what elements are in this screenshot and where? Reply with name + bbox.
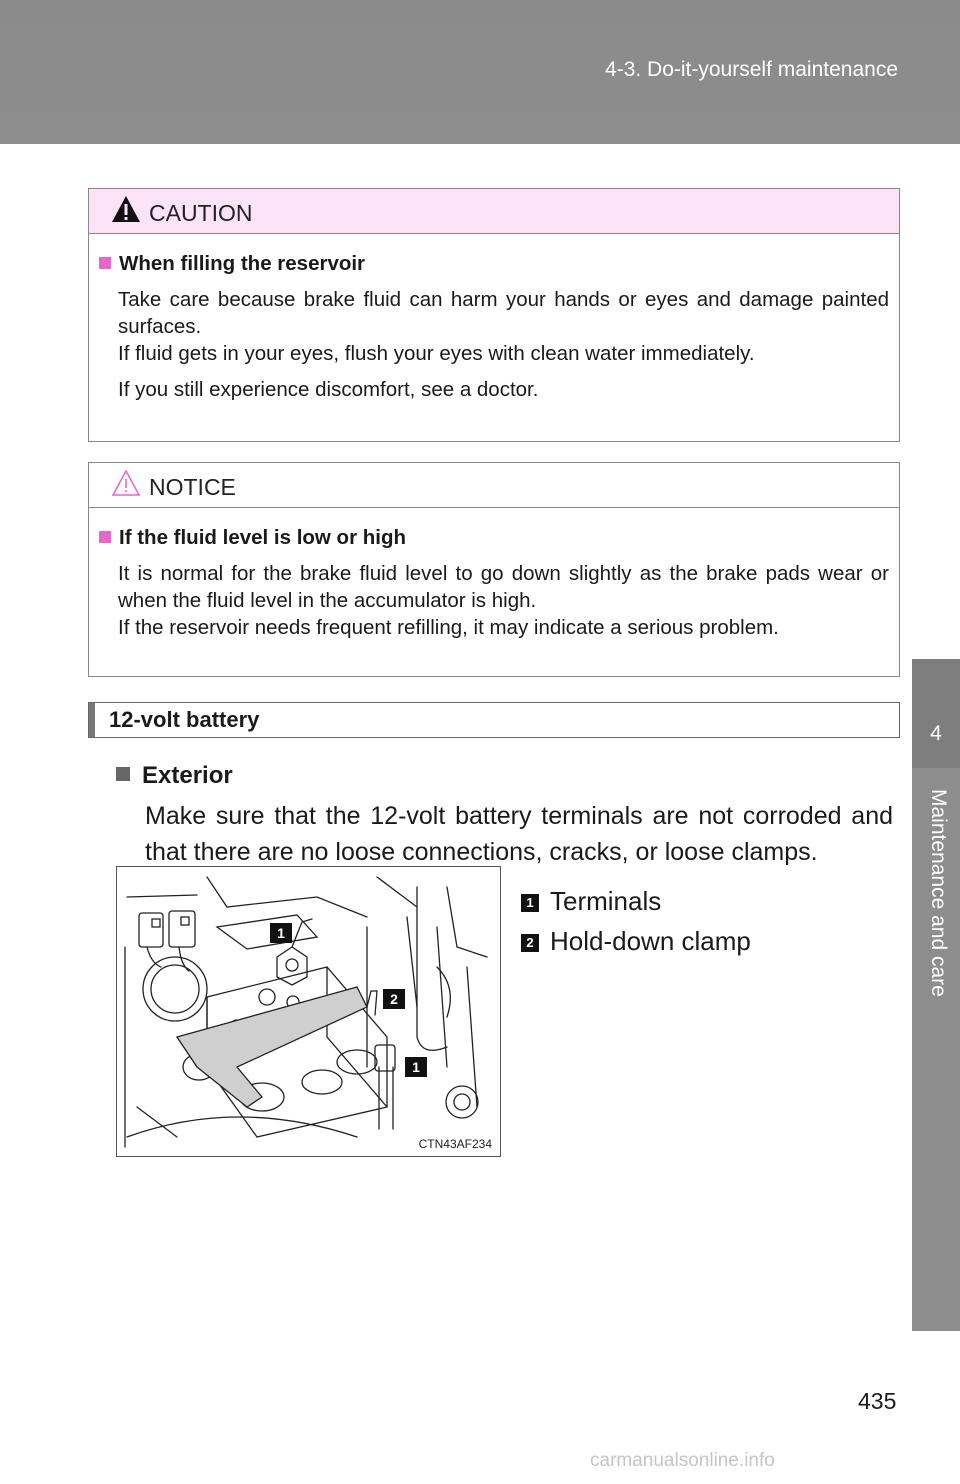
callout-number-icon: 2: [521, 934, 539, 952]
notice-para-1: It is normal for the brake fluid level to go down slightly as the brake pads wear or when the fluid level in the accumulator is high.: [118, 562, 889, 612]
chapter-label: Maintenance and care: [927, 789, 950, 997]
warning-icon: [111, 195, 141, 223]
notice-subheading: If the fluid level is low or high: [99, 524, 889, 551]
page-header: [0, 0, 960, 144]
figure-code: CTN43AF234: [418, 1137, 492, 1151]
caution-box: [88, 188, 900, 442]
caution-header: [89, 189, 899, 234]
exterior-heading: Exterior: [116, 762, 233, 790]
notice-para-2: If the reservoir needs frequent refilling, it may indicate a serious problem.: [118, 616, 779, 639]
notice-icon: [111, 469, 141, 497]
chapter-tab: [912, 659, 960, 1331]
bullet-square-icon: [99, 531, 111, 543]
figure-marker-1b: 1: [412, 1059, 420, 1075]
notice-box: [88, 462, 900, 677]
section-heading: 12-volt battery: [109, 707, 260, 732]
caution-title: CAUTION: [149, 200, 253, 226]
caution-para-1: Take care because brake fluid can harm your hands or eyes and damage painted surfaces.: [118, 288, 889, 338]
section-title: 4-3. Do-it-yourself maintenance: [605, 58, 898, 81]
caution-para-2: If fluid gets in your eyes, flush your eyes with clean water immediately.: [118, 342, 755, 365]
exterior-text: Make sure that the 12-volt battery terminals are not corroded and that there are no loose connections, cracks, or loose clamps.: [145, 802, 893, 866]
battery-illustration: [116, 866, 501, 1157]
callout-terminals: 1 Terminals: [521, 886, 661, 917]
caution-para-3: If you still experience discomfort, see a doctor.: [118, 378, 539, 401]
callout-hold-down-clamp: 2 Hold-down clamp: [521, 926, 751, 957]
chapter-number: 4: [912, 659, 960, 768]
bullet-square-icon: [116, 767, 130, 781]
section-heading-bar: [88, 702, 900, 738]
figure-marker-2: 2: [390, 991, 398, 1007]
battery-drawing: [117, 867, 500, 1156]
notice-title: NOTICE: [149, 474, 236, 500]
watermark: carmanualsonline.info: [590, 1450, 775, 1471]
bullet-square-icon: [99, 257, 111, 269]
notice-header: [89, 463, 899, 508]
page-number: 435: [858, 1388, 897, 1414]
figure-marker-1: 1: [277, 925, 285, 941]
section-marker: [89, 703, 95, 737]
callout-number-icon: 1: [521, 894, 539, 912]
caution-subheading: When filling the reservoir: [99, 250, 889, 277]
